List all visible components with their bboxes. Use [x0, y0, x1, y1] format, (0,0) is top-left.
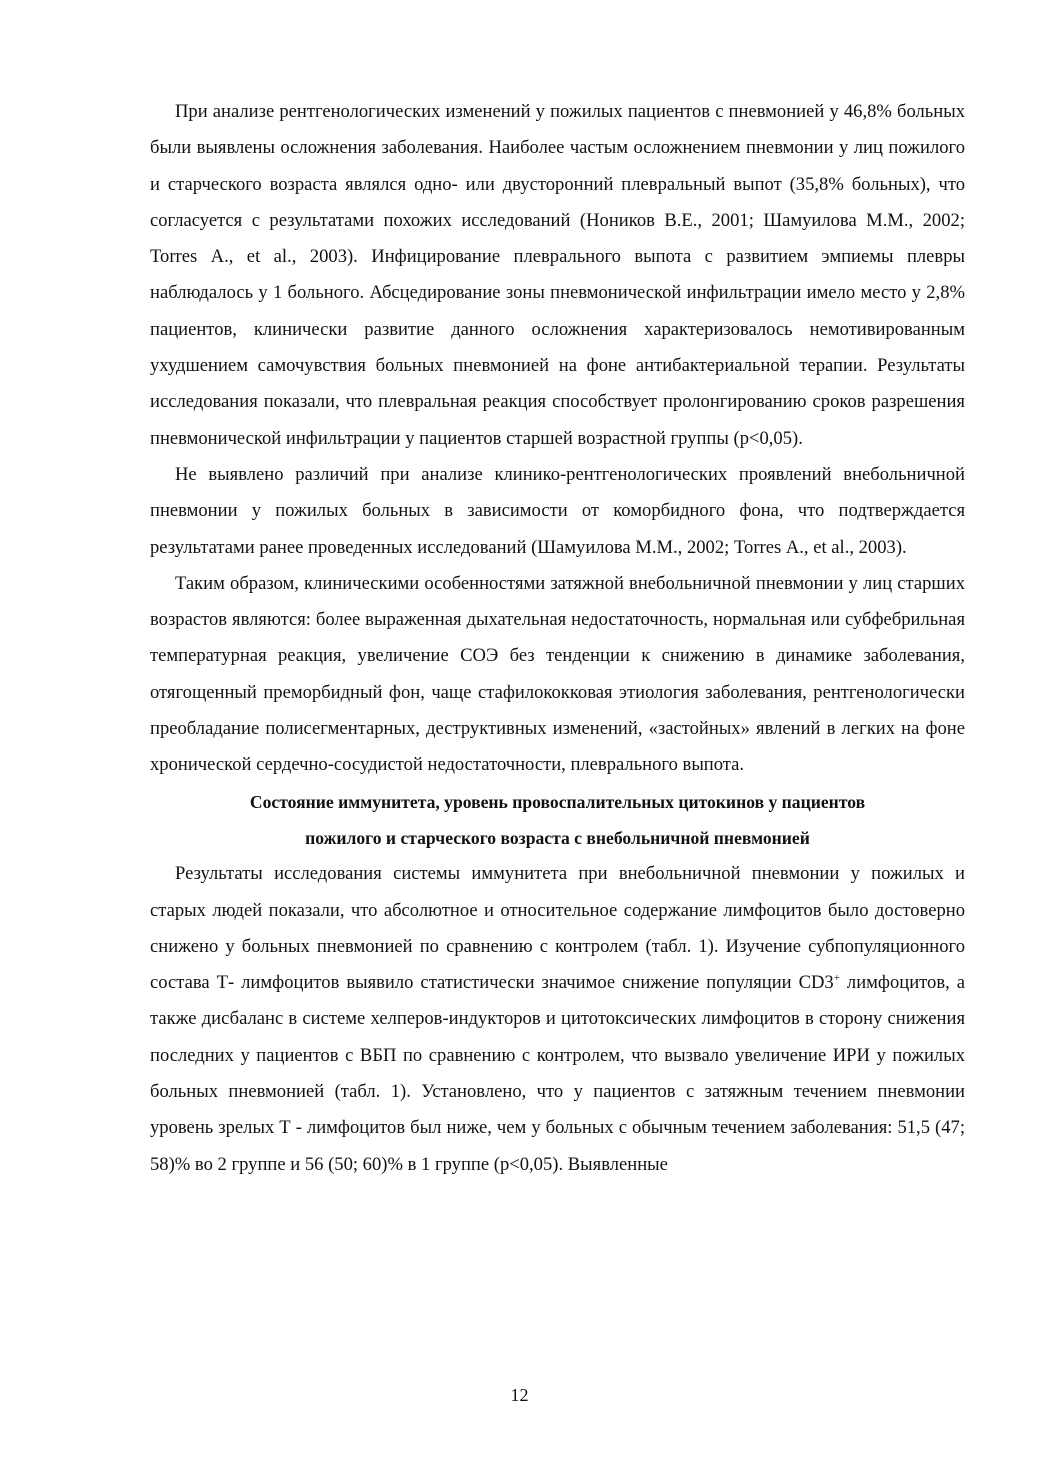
section-heading	[150, 784, 965, 857]
paragraph-comorbidity: Не выявлено различий при анализе клинико-рентгенологических проявлений внебольничной пневмонии у пожилых больных в зависимости от коморбидного фона, что подтверждается результатами ранее проведенных исследований (Шамуилова М.М., 2002; Torres А., et al., 2003).	[150, 463, 965, 558]
section-heading-line-2: пожилого и старческого возраста с внебольничной пневмонией	[305, 827, 810, 848]
paragraph-radiology: При анализе рентгенологических изменений у пожилых пациентов с пневмонией у 46,8% больных были выявлены осложнения заболевания. Наиболее частым осложнением пневмонии у лиц пожилого и старческого возраста являлся одно- или двусторонний плевральный выпот (35,8% больных), что согласуется с результатами похожих исследований (Нoников В.Е., 2001; Шамуилова М.М., 2002; Torres А., et al., 2003). Инфицирование плеврального выпота с развитием эмпиемы плевры наблюдалось у 1 больного. Абсцедирование зоны пневмонической инфильтрации имело место у 2,8% пациентов, клинически развитие данного осложнения характеризовалось немотивированным ухудшением самочувствия больных пневмонией на фоне антибактериальной терапии. Результаты исследования показали, что плевральная реакция способствует пролонгированию сроков разрешения пневмонической инфильтрации у пациентов старшей возрастной группы (p<0,05).	[150, 101, 965, 449]
paragraph-immunity-text-1: Результаты исследования системы иммунитета при внебольничной пневмонии у пожилых и старых людей показали, что абсолютное и относительное содержание лимфоцитов было достоверно снижено у больных пневмонией по сравнению с контролем (табл. 1). Изучение субпопуляционного состава Т- лимфоцитов выявило статистически значимое снижение популяции CD3	[150, 863, 965, 994]
page-number: 12	[510, 1385, 529, 1405]
paragraph-immunity	[150, 856, 965, 1183]
page-body	[150, 94, 965, 1183]
cd3-superscript: +	[833, 972, 840, 985]
section-heading-line-1: Состояние иммунитета, уровень провоспалительных цитокинов у пациентов	[249, 791, 866, 812]
paragraph-conclusion: Таким образом, клиническими особенностями затяжной внебольничной пневмонии у лиц старших возрастов являются: более выраженная дыхательная недостаточность, нормальная или субфебрильная температурная реакция, увеличение СОЭ без тенденции к снижению в динамике заболевания, отягощенный преморбидный фон, чаще стафилококковая этиология заболевания, рентгенологически преобладание полисегментарных, деструктивных изменений, «застойных» явлений в легких на фоне хронической сердечно-сосудистой недостаточности, плеврального выпота.	[150, 572, 965, 776]
paragraph-immunity-text-2: лимфоцитов, а также дисбаланс в системе хелперов-индукторов и цитотоксических лимфоцитов в сторону снижения последних у пациентов с ВБП по сравнению с контролем, что вызвало увеличение ИРИ у пожилых больных пневмонией (табл. 1). Установлено, что у пациентов с затяжным течением пневмонии уровень зрелых Т - лимфоцитов был ниже, чем у больных с обычным течением заболевания: 51,5 (47; 58)% во 2 группе и 56 (50; 60)% в 1 группе (p<0,05). Выявленные	[150, 972, 966, 1175]
